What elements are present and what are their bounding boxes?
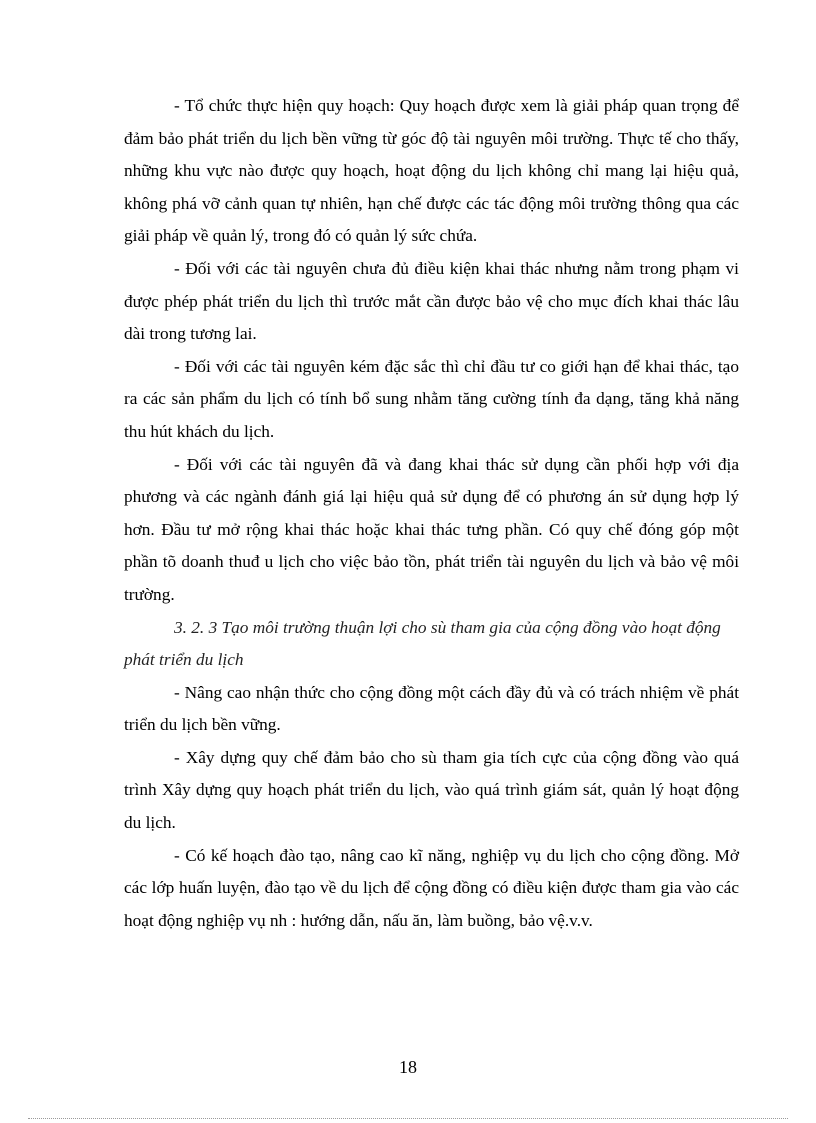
paragraph-exploited-resources: - Đối với các tài nguyên đã và đang khai thác sử dụng cần phối hợp với địa phương và các ngành đánh giá lại hiệu quả sử dụng để có phương án sử dụng hợp lý hơn. Đầu tư mở rộng khai thác hoặc khai thác tưng phần. Có quy chế đóng góp một phần tõ doanh thuđ u lịch cho việc bảo tồn, phát triển tài nguyên du lịch và bảo vệ môi trường. xyxy=(124,454,739,604)
paragraph-training: - Có kế hoạch đào tạo, nâng cao kĩ năng, nghiệp vụ du lịch cho cộng đồng. Mở các lớp huấn luyện, đào tạo về du lịch để cộng đồng có điều kiện được tham gia vào các hoạt động nghiệp vụ nh : hướng dẫn, nấu ăn, làm buồng, bảo vệ.v.v. xyxy=(124,845,739,930)
paragraph-awareness: - Nâng cao nhận thức cho cộng đồng một cách đầy đủ và có trách nhiệm về phát triển du lịch bền vững. xyxy=(124,682,739,735)
paragraph-unexploited-resources: - Đối với các tài nguyên chưa đủ điều kiện khai thác nhưng nằm trong phạm vi được phép phát triển du lịch thì trước mắt cần được bảo vệ cho mục đích khai thác lâu dài trong tương lai. xyxy=(124,258,739,344)
paragraph-less-distinctive-resources: - Đối với các tài nguyên kém đặc sắc thì chỉ đầu tư co giới hạn để khai thác, tạo ra các sản phẩm du lịch có tính bổ sung nhằm tăng cường tính đa dạng, tăng khả năng thu hút khách du lịch. xyxy=(124,356,739,441)
page-number: 18 xyxy=(399,1057,417,1077)
section-heading: 3. 2. 3 Tạo môi trường thuận lợi cho sù tham gia của cộng đồng vào hoạt động phát triển du lịch xyxy=(124,617,721,670)
paragraph-planning: - Tổ chức thực hiện quy hoạch: Quy hoạch được xem là giải pháp quan trọng để đảm bảo phát triển du lịch bền vững từ góc độ tài nguyên môi trường. Thực tế cho thấy, những khu vực nào được quy hoạch, hoạt động du lịch không chỉ mang lại hiệu quả, không phá vỡ cảnh quan tự nhiên, hạn chế được các tác động môi trường thông qua các giải pháp về quản lý, trong đó có quản lý sức chứa. xyxy=(124,96,739,246)
document-page xyxy=(124,90,739,937)
footer-dotted-divider xyxy=(28,1118,788,1119)
paragraph-regulations: - Xây dựng quy chế đảm bảo cho sù tham gia tích cực của cộng đồng vào quá trình Xây dựng quy hoạch phát triển du lịch, vào quá trình giám sát, quản lý hoạt động du lịch. xyxy=(124,747,739,833)
